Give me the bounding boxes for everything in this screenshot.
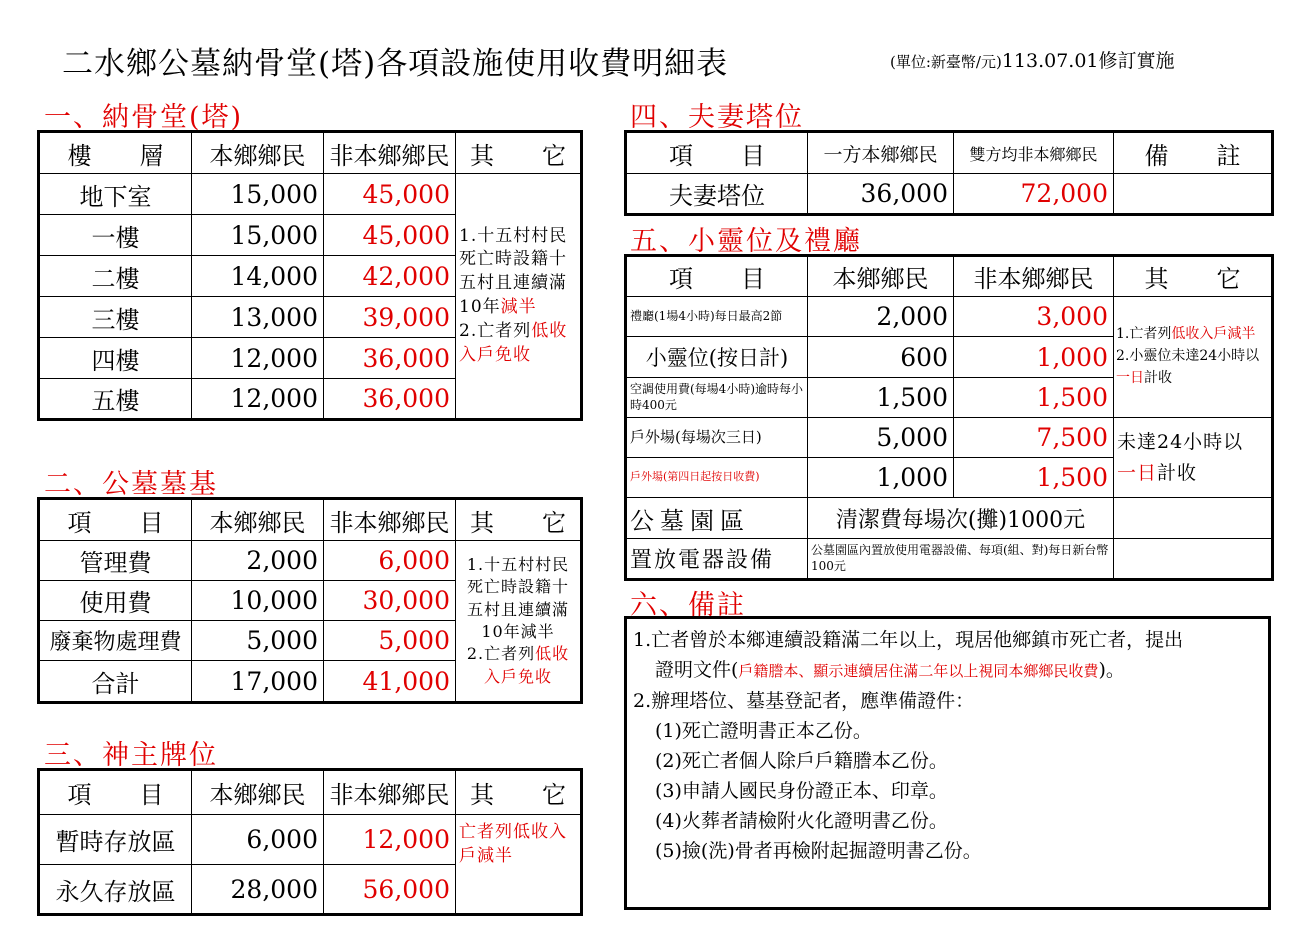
row-label: 暫時存放區 bbox=[39, 815, 192, 865]
sec3-heading: 三、神主牌位 bbox=[44, 740, 218, 771]
header-remarks: 備 註 bbox=[1114, 132, 1273, 174]
local-fee: 12,000 bbox=[192, 379, 324, 420]
device-value: 公墓園區內置放使用電器設備、每項(組、對)每日新台幣100元 bbox=[808, 539, 1114, 580]
ossuary-fee-table bbox=[37, 130, 583, 421]
local-fee: 14,000 bbox=[192, 256, 324, 297]
sec4-heading: 四、夫妻塔位 bbox=[630, 102, 804, 133]
local-fee: 28,000 bbox=[192, 865, 324, 915]
row-label: 小靈位(按日計) bbox=[626, 337, 808, 378]
sec3-note: 亡者列低收入戶減半 bbox=[456, 815, 582, 915]
remark-item: (5)撿(洗)骨者再檢附起掘證明書乙份。 bbox=[655, 840, 982, 862]
nonlocal-fee: 1,500 bbox=[954, 378, 1114, 418]
header-nonlocal: 非本鄉鄉民 bbox=[324, 499, 456, 541]
header-one-local: 一方本鄉鄉民 bbox=[808, 132, 954, 174]
row-label: 五樓 bbox=[39, 379, 192, 420]
nonlocal-fee: 42,000 bbox=[324, 256, 456, 297]
remark-line-1: 1.亡者曾於本鄉連續設籍滿二年以上，現居他鄉鎮市死亡者，提出 bbox=[633, 629, 1184, 651]
note-text-3: 計收 bbox=[1144, 369, 1172, 386]
local-fee: 2,000 bbox=[808, 297, 954, 337]
row-label: 二樓 bbox=[39, 256, 192, 297]
nonlocal-fee: 41,000 bbox=[324, 661, 456, 703]
sec1-heading: 一、納骨堂(塔) bbox=[44, 102, 244, 133]
local-fee: 1,500 bbox=[808, 378, 954, 418]
header-other: 其 它 bbox=[456, 499, 582, 541]
header-local: 本鄉鄉民 bbox=[192, 770, 324, 815]
header-item: 項 目 bbox=[626, 132, 808, 174]
header-item: 項 目 bbox=[39, 770, 192, 815]
row-label: 地下室 bbox=[39, 174, 192, 215]
note-text-2: 2.小靈位未達24小時以 bbox=[1116, 348, 1260, 365]
sec5-heading: 五、小靈位及禮廳 bbox=[630, 226, 862, 257]
row-label: 一樓 bbox=[39, 215, 192, 256]
revision-date: 113.07.01修訂實施 bbox=[1001, 50, 1175, 72]
grave-fee-table bbox=[37, 497, 583, 704]
remarks-box bbox=[624, 616, 1271, 910]
unit-label: (單位:新臺幣/元) bbox=[890, 53, 1002, 71]
header-other: 其 它 bbox=[456, 770, 582, 815]
tablet-fee-table bbox=[37, 768, 583, 916]
local-fee: 13,000 bbox=[192, 297, 324, 338]
nonlocal-fee: 1,000 bbox=[954, 337, 1114, 378]
cemetery-label: 公墓園區 bbox=[626, 498, 808, 539]
local-fee: 15,000 bbox=[192, 215, 324, 256]
note-text: 1.十五村村民死亡時設籍十五村且連續滿10年減半 bbox=[466, 554, 570, 641]
local-fee: 1,000 bbox=[808, 458, 954, 498]
row-label: 夫妻塔位 bbox=[626, 174, 808, 215]
note-text-2: 2.亡者列 bbox=[466, 644, 536, 664]
local-fee: 36,000 bbox=[808, 174, 954, 215]
couple-tower-table bbox=[624, 130, 1274, 216]
nonlocal-fee: 36,000 bbox=[324, 338, 456, 379]
row-label: 三樓 bbox=[39, 297, 192, 338]
header-nonlocal: 非本鄉鄉民 bbox=[324, 132, 456, 174]
sec6-heading: 六、備註 bbox=[630, 590, 746, 621]
local-fee: 5,000 bbox=[192, 621, 324, 661]
note-red-text: 低收入戶減半 bbox=[1171, 326, 1256, 343]
header-local: 本鄉鄉民 bbox=[808, 256, 954, 297]
page-title: 二水鄉公墓納骨堂(塔)各項設施使用收費明細表 bbox=[62, 46, 729, 82]
nonlocal-fee: 56,000 bbox=[324, 865, 456, 915]
nonlocal-fee: 30,000 bbox=[324, 581, 456, 621]
header-nonlocal: 非本鄉鄉民 bbox=[954, 256, 1114, 297]
note-text: 1.十五村村民死亡時設籍十五村且連續滿10年 bbox=[459, 225, 568, 317]
nonlocal-fee: 45,000 bbox=[324, 215, 456, 256]
device-label: 置放電器設備 bbox=[626, 539, 808, 580]
nonlocal-fee: 12,000 bbox=[324, 815, 456, 865]
remark-item: (4)火葬者請檢附火化證明書乙份。 bbox=[655, 810, 948, 832]
sec2-heading: 二、公墓墓基 bbox=[44, 469, 218, 500]
remark-text-end: )。 bbox=[1098, 659, 1125, 681]
nonlocal-fee: 36,000 bbox=[324, 379, 456, 420]
nonlocal-fee: 5,000 bbox=[324, 621, 456, 661]
row-label: 使用費 bbox=[39, 581, 192, 621]
nonlocal-fee: 1,500 bbox=[954, 458, 1114, 498]
remark-item: (2)死亡者個人除戶戶籍謄本乙份。 bbox=[655, 750, 948, 772]
row-label: 空調使用費(每場4小時)逾時每小時400元 bbox=[626, 378, 808, 418]
local-fee: 2,000 bbox=[192, 541, 324, 581]
cemetery-value: 清潔費每場次(攤)1000元 bbox=[808, 498, 1114, 539]
note-text: 1.亡者列 bbox=[1116, 326, 1172, 343]
row-label: 禮廳(1場4小時)每日最高2節 bbox=[626, 297, 808, 337]
note-red-text: 一日 bbox=[1117, 461, 1158, 484]
empty-cell bbox=[1114, 498, 1273, 539]
note-text: 未達24小時以 bbox=[1117, 431, 1244, 454]
note-text-2: 2.亡者列 bbox=[459, 320, 532, 341]
header-item: 項 目 bbox=[39, 499, 192, 541]
header-floor: 樓 層 bbox=[39, 132, 192, 174]
header-both-nonlocal: 雙方均非本鄉鄉民 bbox=[954, 132, 1114, 174]
remark-item: (3)申請人國民身份證正本、印章。 bbox=[655, 780, 948, 802]
row-label: 廢棄物處理費 bbox=[39, 621, 192, 661]
note-text-2: 計收 bbox=[1157, 461, 1198, 484]
row-label: 永久存放區 bbox=[39, 865, 192, 915]
nonlocal-fee: 6,000 bbox=[324, 541, 456, 581]
remark-text: 證明文件( bbox=[655, 659, 739, 681]
nonlocal-fee: 7,500 bbox=[954, 418, 1114, 458]
header-other: 其 它 bbox=[1114, 256, 1273, 297]
nonlocal-fee: 72,000 bbox=[954, 174, 1114, 215]
local-fee: 12,000 bbox=[192, 338, 324, 379]
nonlocal-fee: 3,000 bbox=[954, 297, 1114, 337]
row-label: 管理費 bbox=[39, 541, 192, 581]
remarks-cell bbox=[1114, 174, 1273, 215]
subtitle bbox=[890, 46, 1175, 73]
note-red-text: 減半 bbox=[500, 297, 537, 317]
header-other: 其 它 bbox=[456, 132, 582, 174]
row-label: 戶外場(每場次三日) bbox=[626, 418, 808, 458]
hall-fee-table bbox=[624, 254, 1274, 581]
remark-item: (1)死亡證明書正本乙份。 bbox=[655, 720, 872, 742]
row-label: 合計 bbox=[39, 661, 192, 703]
local-fee: 6,000 bbox=[192, 815, 324, 865]
sec5-note-1 bbox=[1114, 297, 1273, 418]
row-label: 四樓 bbox=[39, 338, 192, 379]
empty-cell bbox=[1114, 539, 1273, 580]
note-red-text: 低收入戶免收 bbox=[483, 644, 570, 686]
sec1-note bbox=[456, 174, 582, 420]
local-fee: 5,000 bbox=[808, 418, 954, 458]
header-item: 項 目 bbox=[626, 256, 808, 297]
note-red-text-2: 低收入戶免收 bbox=[459, 320, 568, 365]
local-fee: 10,000 bbox=[192, 581, 324, 621]
nonlocal-fee: 39,000 bbox=[324, 297, 456, 338]
local-fee: 17,000 bbox=[192, 661, 324, 703]
remark-line-3: 2.辦理塔位、墓基登記者，應準備證件： bbox=[633, 690, 975, 712]
nonlocal-fee: 45,000 bbox=[324, 174, 456, 215]
remark-red-text: 戶籍謄本、顯示連續居住滿二年以上視同本鄉鄉民收費 bbox=[738, 662, 1099, 680]
header-local: 本鄉鄉民 bbox=[192, 499, 324, 541]
local-fee: 15,000 bbox=[192, 174, 324, 215]
sec2-note bbox=[456, 541, 582, 703]
header-local: 本鄉鄉民 bbox=[192, 132, 324, 174]
remark-line-2 bbox=[633, 655, 1262, 686]
header-nonlocal: 非本鄉鄉民 bbox=[324, 770, 456, 815]
row-label: 戶外場(第四日起按日收費) bbox=[626, 458, 808, 498]
sec5-note-2 bbox=[1114, 418, 1273, 498]
local-fee: 600 bbox=[808, 337, 954, 378]
note-red-text-2: 一日 bbox=[1116, 369, 1144, 386]
